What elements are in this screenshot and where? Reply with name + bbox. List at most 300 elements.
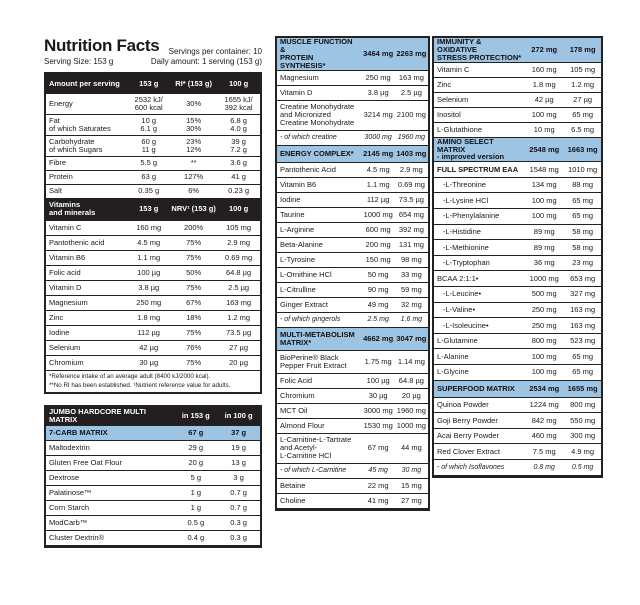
vitamin-row (46, 235, 260, 250)
ingredient-per-100g: 2.5 µg (395, 85, 428, 100)
ingredient-row (434, 224, 601, 240)
ingredient-per-serving: 250 mg (362, 70, 395, 85)
nutrition-row (46, 135, 260, 156)
ingredient-row (277, 192, 428, 207)
ingredient-per-100g: 15 mg (395, 478, 428, 493)
vitamin-per-100g: 0.69 mg (217, 250, 260, 265)
energy-header-cell: ENERGY COMPLEX* (277, 145, 362, 162)
carb-matrix-header-cell: 37 g (217, 425, 260, 440)
ingredient-name: Corn Starch (46, 500, 174, 515)
ingredient-per-serving: 1.8 mg (524, 77, 564, 92)
energy-header-cell: 1403 mg (395, 145, 428, 162)
ingredient-name: BioPerine® Black Pepper Fruit Extract (277, 350, 362, 373)
muscle-energy-column (275, 36, 430, 511)
ingredient-per-100g: 163 mg (395, 70, 428, 85)
ingredient-name: Red Clover Extract (434, 444, 524, 460)
ingredient-per-100g: 20 µg (395, 388, 428, 403)
vitamin-per-100g: 2.5 µg (217, 280, 260, 295)
ingredient-row (277, 237, 428, 252)
ingredient-per-serving: 250 mg (524, 318, 564, 334)
ingredient-row (277, 493, 428, 508)
carb-row (46, 470, 260, 485)
ingredient-row (277, 312, 428, 327)
ingredient-row (434, 62, 601, 77)
ingredient-name: Zinc (434, 77, 524, 92)
ingredient-name: Vitamin B6 (277, 177, 362, 192)
ingredient-name: -L-Valine• (434, 302, 524, 318)
ingredient-name: Selenium (434, 92, 524, 107)
nutrient-name: Salt (46, 184, 127, 198)
vitamin-row (46, 295, 260, 310)
ingredient-name: L-Glutathione (434, 122, 524, 137)
nutrient-per-100g: 1655 kJ/ 392 kcal (217, 93, 260, 114)
nutrient-per-serving: 5.5 g (127, 156, 170, 170)
ingredient-name: Maltodextrin (46, 440, 174, 455)
ingredient-row (434, 92, 601, 107)
ingredient-name: Dextrose (46, 470, 174, 485)
amino-header-cell: 2548 mg (524, 137, 564, 162)
ingredient-name: Magnesium (277, 70, 362, 85)
nutrient-per-serving: 2532 kJ/ 600 kcal (127, 93, 170, 114)
ingredient-per-serving: 800 mg (524, 333, 564, 349)
vitamin-per-100g: 27 µg (217, 340, 260, 355)
muscle-header-row (277, 38, 428, 70)
ingredient-per-serving: 89 mg (524, 224, 564, 240)
vitamin-per-100g: 1.2 mg (217, 310, 260, 325)
vitamin-per-serving: 250 mg (127, 295, 170, 310)
nutrient-per-serving: 0.35 g (127, 184, 170, 198)
ingredient-row (434, 271, 601, 287)
ingredient-per-serving: 1548 mg (524, 162, 564, 178)
vitamin-row (46, 280, 260, 295)
vitamin-row (46, 310, 260, 325)
ingredient-per-100g: 6.5 mg (564, 122, 601, 137)
ingredient-row (277, 463, 428, 478)
ingredient-name: Vitamin D (277, 85, 362, 100)
ingredient-name: -L-Histidine (434, 224, 524, 240)
ingredient-row (434, 413, 601, 429)
ingredient-per-100g: 0.69 mg (395, 177, 428, 192)
nutrition-header-row (46, 74, 260, 93)
nutrient-ri: 127% (170, 170, 217, 184)
ingredient-per-serving: 1224 mg (524, 397, 564, 413)
ingredient-per-serving: 250 mg (524, 302, 564, 318)
ingredient-per-serving: 600 mg (362, 222, 395, 237)
carb-matrix-header-cell: 67 g (174, 425, 217, 440)
amino-header-cell: 1663 mg (564, 137, 601, 162)
vitamin-row (46, 325, 260, 340)
vitamin-per-100g: 73.5 µg (217, 325, 260, 340)
nutrient-name: Carbohydrate of which Sugars (46, 135, 127, 156)
vitamin-per-100g: 20 µg (217, 355, 260, 370)
superfood-header-cell: SUPERFOOD MATRIX (434, 380, 524, 397)
vitamins-header-cell: NRV¹ (153 g) (170, 198, 217, 220)
serving-size: Serving Size: 153 g (44, 57, 114, 66)
ingredient-name: L-Tyrosine (277, 252, 362, 267)
nutrient-per-100g: 3.6 g (217, 156, 260, 170)
ingredient-per-serving: 10 mg (524, 122, 564, 137)
ingredient-name: Inositol (434, 107, 524, 122)
jumbo-header-row (46, 407, 260, 425)
ingredient-per-serving: 3.8 µg (362, 85, 395, 100)
nutrient-per-100g: 6.8 g 4.0 g (217, 114, 260, 135)
vitamin-row (46, 265, 260, 280)
ingredient-per-serving: 160 mg (524, 62, 564, 77)
nutrient-ri: 15% 30% (170, 114, 217, 135)
ingredient-per-serving: 134 mg (524, 177, 564, 193)
ingredient-name: - of which L-Carnitine (277, 463, 362, 478)
nutrition-header-cell: 100 g (217, 74, 260, 93)
ingredient-name: Betaine (277, 478, 362, 493)
immunity-header-row (434, 38, 601, 62)
ingredient-per-serving: 460 mg (524, 428, 564, 444)
ingredient-name: Goji Berry Powder (434, 413, 524, 429)
ingredient-per-serving: 0.4 g (174, 530, 217, 545)
ingredient-row (434, 122, 601, 137)
ingredient-row (277, 252, 428, 267)
immunity-amino-column (432, 36, 603, 478)
ingredient-per-serving: 22 mg (362, 478, 395, 493)
nutrient-name: Fibre (46, 156, 127, 170)
ingredient-name: Almond Flour (277, 418, 362, 433)
ingredient-row (277, 350, 428, 373)
ingredient-per-serving: 89 mg (524, 240, 564, 256)
ingredient-per-100g: 58 mg (564, 224, 601, 240)
nutrient-per-100g: 41 g (217, 170, 260, 184)
ingredient-name: -L-Tryptophan (434, 255, 524, 271)
nutrient-name: Energy (46, 93, 127, 114)
vitamin-name: Zinc (46, 310, 127, 325)
vitamin-per-serving: 30 µg (127, 355, 170, 370)
nutrition-header-cell: RI* (153 g) (170, 74, 217, 93)
ingredient-per-100g: 65 mg (564, 209, 601, 225)
vitamin-per-serving: 100 µg (127, 265, 170, 280)
ingredient-per-100g: 0.7 g (217, 485, 260, 500)
energy-header-row (277, 145, 428, 162)
ingredient-per-100g: 550 mg (564, 413, 601, 429)
ingredient-row (277, 433, 428, 463)
ingredient-name: L-Arginine (277, 222, 362, 237)
ingredient-row (434, 162, 601, 178)
ingredient-per-100g: 1960 mg (395, 403, 428, 418)
ingredient-per-serving: 842 mg (524, 413, 564, 429)
ingredient-per-100g: 65 mg (564, 193, 601, 209)
ingredient-per-100g: 653 mg (564, 271, 601, 287)
ingredient-name: -L-Isoleucine• (434, 318, 524, 334)
vitamin-nrv: 18% (170, 310, 217, 325)
amino-header-cell: AMINO SELECT MATRIX - improved version (434, 137, 524, 162)
jumbo-matrix-table (44, 405, 262, 548)
ingredient-per-serving: 50 mg (362, 267, 395, 282)
ingredient-per-serving: 7.5 mg (524, 444, 564, 460)
metabolism-header-cell: MULTI-METABOLISM MATRIX* (277, 327, 362, 350)
ingredient-row (434, 193, 601, 209)
nutrient-ri: 30% (170, 93, 217, 114)
ingredient-row (434, 255, 601, 271)
ingredient-per-serving: 1530 mg (362, 418, 395, 433)
ingredient-name: Choline (277, 493, 362, 508)
ingredient-per-100g: 1000 mg (395, 418, 428, 433)
ingredient-per-100g: 65 mg (564, 364, 601, 380)
ingredient-row (434, 333, 601, 349)
ingredient-per-100g: 23 mg (564, 255, 601, 271)
vitamin-name: Chromium (46, 355, 127, 370)
ingredient-per-100g: 105 mg (564, 62, 601, 77)
nutrition-row (46, 114, 260, 135)
vitamin-nrv: 75% (170, 235, 217, 250)
ingredient-name: Acai Berry Powder (434, 428, 524, 444)
vitamin-row (46, 355, 260, 370)
nutrition-header-cell: Amount per serving (46, 74, 127, 93)
nutrient-name: Fat of which Saturates (46, 114, 127, 135)
ingredient-per-100g: 1.14 mg (395, 350, 428, 373)
nutrient-ri: 6% (170, 184, 217, 198)
ingredient-name: - of which Isoflavones (434, 459, 524, 475)
ingredient-per-serving: 200 mg (362, 237, 395, 252)
ingredient-name: Cluster Dextrin® (46, 530, 174, 545)
carb-matrix-header-cell: 7-CARB MATRIX (46, 425, 174, 440)
ingredient-per-100g: 2100 mg (395, 100, 428, 130)
ingredient-row (434, 349, 601, 365)
vitamin-per-serving: 112 µg (127, 325, 170, 340)
ingredient-row (434, 240, 601, 256)
ingredient-per-serving: 100 mg (524, 364, 564, 380)
ingredient-per-serving: 90 mg (362, 282, 395, 297)
ingredient-name: Creatine Monohydrate and Micronized Creatine Monohydrate (277, 100, 362, 130)
ingredient-per-serving: 1000 mg (524, 271, 564, 287)
muscle-header-cell: 3464 mg (362, 38, 395, 70)
vitamin-per-100g: 105 mg (217, 220, 260, 235)
vitamin-row (46, 340, 260, 355)
vitamin-name: Iodine (46, 325, 127, 340)
ingredient-name: L-Ornithine HCl (277, 267, 362, 282)
vitamin-per-serving: 42 µg (127, 340, 170, 355)
ingredient-per-serving: 100 mg (524, 349, 564, 365)
vitamin-name: Vitamin B6 (46, 250, 127, 265)
ingredient-per-serving: 150 mg (362, 252, 395, 267)
nutrition-row (46, 93, 260, 114)
ingredient-row (434, 428, 601, 444)
vitamin-nrv: 67% (170, 295, 217, 310)
ingredient-per-100g: 0.3 g (217, 530, 260, 545)
ingredient-row (434, 287, 601, 303)
ingredient-per-serving: 100 mg (524, 107, 564, 122)
ingredient-name: L-Alanine (434, 349, 524, 365)
ingredient-per-serving: 0.5 g (174, 515, 217, 530)
ingredient-row (277, 418, 428, 433)
ingredient-per-100g: 300 mg (564, 428, 601, 444)
ingredient-per-serving: 30 µg (362, 388, 395, 403)
nutrition-row (46, 170, 260, 184)
vitamin-nrv: 76% (170, 340, 217, 355)
ingredient-per-serving: 1000 mg (362, 207, 395, 222)
jumbo-header-cell: in 153 g (174, 407, 217, 425)
ingredient-name: L-Glycine (434, 364, 524, 380)
ingredient-per-100g: 30 mg (395, 463, 428, 478)
ingredient-row (277, 388, 428, 403)
ingredient-row (277, 207, 428, 222)
ingredient-row (277, 85, 428, 100)
ingredient-name: -L-Phenylalanine (434, 209, 524, 225)
ingredient-per-serving: 1.1 mg (362, 177, 395, 192)
ingredient-per-100g: 1960 mg (395, 130, 428, 145)
carb-row (46, 500, 260, 515)
vitamin-per-100g: 2.9 mg (217, 235, 260, 250)
nutrition-row (46, 184, 260, 198)
ingredient-row (434, 107, 601, 122)
carb-row (46, 485, 260, 500)
immunity-header-cell: 272 mg (524, 38, 564, 62)
vitamin-name: Vitamin C (46, 220, 127, 235)
ingredient-per-serving: 500 mg (524, 287, 564, 303)
ingredient-per-100g: 59 mg (395, 282, 428, 297)
metabolism-header-cell: 4662 mg (362, 327, 395, 350)
nutrition-header-cell: 153 g (127, 74, 170, 93)
ingredient-name: L-Carnitine-L-Tartrate and Acetyl- L-Carnitine HCl (277, 433, 362, 463)
vitamin-row (46, 250, 260, 265)
ingredient-per-serving: 45 mg (362, 463, 395, 478)
ingredient-name: ModCarb™ (46, 515, 174, 530)
ingredient-row (434, 444, 601, 460)
nutrient-per-serving: 10 g 6.1 g (127, 114, 170, 135)
jumbo-header-cell: in 100 g (217, 407, 260, 425)
nutrient-per-serving: 63 g (127, 170, 170, 184)
ingredient-per-100g: 33 mg (395, 267, 428, 282)
ingredient-per-100g: 523 mg (564, 333, 601, 349)
ingredient-row (434, 318, 601, 334)
ingredient-per-serving: 3000 mg (362, 403, 395, 418)
ingredient-per-serving: 67 mg (362, 433, 395, 463)
metabolism-header-row (277, 327, 428, 350)
vitamin-name: Magnesium (46, 295, 127, 310)
superfood-header-cell: 2534 mg (524, 380, 564, 397)
ingredient-per-serving: 1 g (174, 485, 217, 500)
ingredient-name: Pantothenic Acid (277, 162, 362, 177)
ingredient-name: Gluten Free Oat Flour (46, 455, 174, 470)
ingredient-name: - of which creatine (277, 130, 362, 145)
ingredient-per-100g: 58 mg (564, 240, 601, 256)
nutrient-ri: 23% 12% (170, 135, 217, 156)
carb-row (46, 530, 260, 545)
vitamin-name: Pantothenic acid (46, 235, 127, 250)
ingredient-per-100g: 32 mg (395, 297, 428, 312)
vitamins-header-cell: 153 g (127, 198, 170, 220)
ingredient-name: Chromium (277, 388, 362, 403)
ingredient-name: -L-Threonine (434, 177, 524, 193)
vitamin-nrv: 200% (170, 220, 217, 235)
ingredient-row (277, 267, 428, 282)
ingredient-name: Folic Acid (277, 373, 362, 388)
ingredient-per-serving: 49 mg (362, 297, 395, 312)
vitamins-header-cell: Vitamins and minerals (46, 198, 127, 220)
ingredient-per-100g: 1.6 mg (395, 312, 428, 327)
ingredient-per-100g: 27 mg (395, 493, 428, 508)
ingredient-per-100g: 65 mg (564, 107, 601, 122)
nutrient-name: Protein (46, 170, 127, 184)
ingredient-name: FULL SPECTRUM EAA (434, 162, 524, 178)
ingredient-row (277, 222, 428, 237)
ingredient-per-100g: 1.2 mg (564, 77, 601, 92)
footnote-nrv: **No RI has been established. ¹Nutrient reference value for adults. (49, 382, 231, 390)
vitamin-name: Vitamin D (46, 280, 127, 295)
ingredient-per-100g: 0.5 mg (564, 459, 601, 475)
vitamin-per-serving: 1.8 mg (127, 310, 170, 325)
ingredient-row (277, 478, 428, 493)
vitamin-per-100g: 163 mg (217, 295, 260, 310)
vitamin-nrv: 75% (170, 250, 217, 265)
superfood-header-cell: 1655 mg (564, 380, 601, 397)
nutrition-row (46, 156, 260, 170)
ingredient-per-100g: 44 mg (395, 433, 428, 463)
ingredient-per-100g: 800 mg (564, 397, 601, 413)
ingredient-per-serving: 0.8 mg (524, 459, 564, 475)
ingredient-per-serving: 36 mg (524, 255, 564, 271)
ingredient-name: Quinoa Powder (434, 397, 524, 413)
superfood-header-row (434, 380, 601, 397)
nutrient-per-serving: 60 g 11 g (127, 135, 170, 156)
vitamin-per-100g: 64.8 µg (217, 265, 260, 280)
muscle-header-cell: MUSCLE FUNCTION & PROTEIN SYNTHESIS* (277, 38, 362, 70)
vitamin-name: Folic acid (46, 265, 127, 280)
vitamins-header-cell: 100 g (217, 198, 260, 220)
ingredient-row (434, 177, 601, 193)
carb-row (46, 440, 260, 455)
vitamin-name: Selenium (46, 340, 127, 355)
ingredient-per-100g: 64.8 µg (395, 373, 428, 388)
ingredient-row (277, 130, 428, 145)
ingredient-row (434, 459, 601, 475)
ingredient-name: L-Glutamine (434, 333, 524, 349)
ingredient-row (277, 100, 428, 130)
jumbo-header-cell: JUMBO HARDCORE MULTI MATRIX (46, 407, 174, 425)
ingredient-per-serving: 4.5 mg (362, 162, 395, 177)
ingredient-per-100g: 13 g (217, 455, 260, 470)
muscle-header-cell: 2263 mg (395, 38, 428, 70)
ingredient-per-serving: 1.75 mg (362, 350, 395, 373)
ingredient-per-100g: 19 g (217, 440, 260, 455)
ingredient-per-serving: 100 mg (524, 209, 564, 225)
vitamin-nrv: 75% (170, 325, 217, 340)
ingredient-per-100g: 2.9 mg (395, 162, 428, 177)
ingredient-per-100g: 163 mg (564, 302, 601, 318)
ingredient-per-100g: 0.3 g (217, 515, 260, 530)
carb-row (46, 455, 260, 470)
ingredient-row (434, 397, 601, 413)
ingredient-per-100g: 1010 mg (564, 162, 601, 178)
ingredient-name: - of which gingerols (277, 312, 362, 327)
ingredient-name: Iodine (277, 192, 362, 207)
ingredient-name: -L-Leucine• (434, 287, 524, 303)
ingredient-row (277, 177, 428, 192)
ingredient-per-100g: 73.5 µg (395, 192, 428, 207)
amino-header-row (434, 137, 601, 162)
ingredient-name: BCAA 2:1:1• (434, 271, 524, 287)
ingredient-per-serving: 112 µg (362, 192, 395, 207)
vitamin-per-serving: 160 mg (127, 220, 170, 235)
nutrient-per-100g: 0.23 g (217, 184, 260, 198)
ingredient-row (277, 297, 428, 312)
ingredient-per-serving: 100 µg (362, 373, 395, 388)
vitamin-nrv: 75% (170, 280, 217, 295)
ingredient-row (277, 162, 428, 177)
nutrition-facts-column (44, 36, 262, 548)
ingredient-row (434, 77, 601, 92)
ingredient-per-serving: 5 g (174, 470, 217, 485)
ingredient-per-100g: 163 mg (564, 318, 601, 334)
vitamin-per-serving: 1.1 mg (127, 250, 170, 265)
energy-header-cell: 2145 mg (362, 145, 395, 162)
ingredient-row (277, 70, 428, 85)
